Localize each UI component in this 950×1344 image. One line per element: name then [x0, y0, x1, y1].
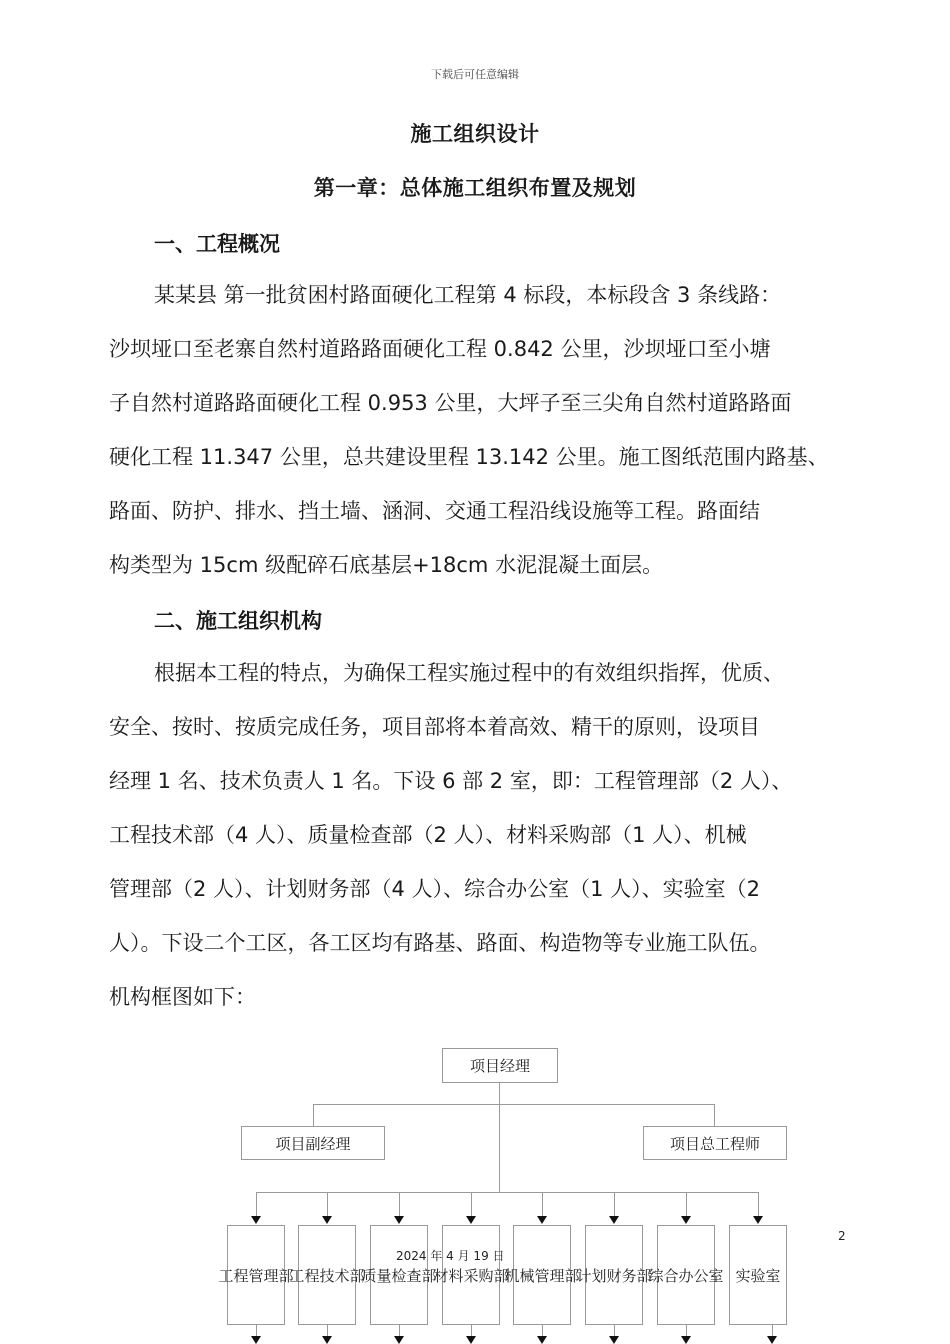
connector-line	[686, 1325, 687, 1336]
connector-line	[256, 1325, 257, 1336]
paragraph-line: 机构框图如下：	[109, 985, 256, 1009]
org-box-department: 质量检查部	[370, 1225, 428, 1325]
org-box-department: 工程技术部	[298, 1225, 356, 1325]
header-note: 下载后可任意编辑	[431, 68, 519, 81]
section-organization-paragraph	[109, 646, 849, 1024]
arrow-down-icon	[394, 1216, 404, 1224]
org-box-department: 工程管理部	[227, 1225, 285, 1325]
connector-line	[313, 1104, 314, 1126]
org-box-department: 机械管理部	[513, 1225, 571, 1325]
paragraph-line: 根据本工程的特点，为确保工程实施过程中的有效组织指挥，优质、	[154, 661, 784, 685]
connector-line	[471, 1325, 472, 1336]
page-number: 2	[838, 1229, 846, 1243]
footer-date: 2024 年 4 月 19 日	[396, 1249, 505, 1263]
connector-line	[758, 1192, 759, 1216]
org-box-department: 计划财务部	[585, 1225, 643, 1325]
section-overview-paragraph	[109, 268, 849, 592]
connector-line	[542, 1325, 543, 1336]
arrow-down-icon	[322, 1336, 332, 1344]
connector-line	[471, 1192, 472, 1216]
connector-line	[256, 1192, 257, 1216]
connector-line	[499, 1104, 500, 1192]
arrow-down-icon	[394, 1336, 404, 1344]
connector-line	[772, 1325, 773, 1336]
paragraph-line: 管理部（2 人）、计划财务部（4 人）、综合办公室（1 人）、实验室（2	[109, 877, 760, 901]
arrow-down-icon	[753, 1216, 763, 1224]
arrow-down-icon	[322, 1216, 332, 1224]
connector-line	[327, 1192, 328, 1216]
paragraph-line: 安全、按时、按质完成任务，项目部将本着高效、精干的原则，设项目	[109, 715, 760, 739]
arrow-down-icon	[767, 1336, 777, 1344]
arrow-down-icon	[681, 1216, 691, 1224]
paragraph-line: 某某县 第一批贫困村路面硬化工程第 4 标段，本标段含 3 条线路：	[154, 283, 782, 307]
arrow-down-icon	[466, 1336, 476, 1344]
connector-line	[714, 1104, 715, 1126]
connector-line	[313, 1104, 715, 1105]
paragraph-line: 子自然村道路路面硬化工程 0.953 公里，大坪子至三尖角自然村道路路面	[109, 391, 792, 415]
arrow-down-icon	[609, 1216, 619, 1224]
connector-line	[614, 1325, 615, 1336]
chapter-title: 第一章：总体施工组织布置及规划	[313, 176, 637, 200]
arrow-down-icon	[251, 1336, 261, 1344]
org-box-chief-engineer: 项目总工程师	[643, 1126, 787, 1160]
paragraph-line: 人）。下设二个工区，各工区均有路基、路面、构造物等专业施工队伍。	[109, 931, 771, 955]
arrow-down-icon	[681, 1336, 691, 1344]
org-box-department: 材料采购部	[442, 1225, 500, 1325]
org-box-deputy-manager: 项目副经理	[241, 1126, 385, 1160]
connector-line	[327, 1325, 328, 1336]
paragraph-line: 构类型为 15cm 级配碎石底基层+18cm 水泥混凝土面层。	[109, 553, 664, 577]
document-title: 施工组织设计	[410, 122, 540, 146]
arrow-down-icon	[537, 1216, 547, 1224]
connector-line	[256, 1192, 759, 1193]
arrow-down-icon	[251, 1216, 261, 1224]
section-heading-overview: 一、工程概况	[154, 232, 280, 256]
org-box-project-manager: 项目经理	[442, 1048, 558, 1083]
paragraph-line: 经理 1 名、技术负责人 1 名。下设 6 部 2 室，即：工程管理部（2 人）、	[109, 769, 793, 793]
paragraph-line: 沙坝垭口至老寨自然村道路路面硬化工程 0.842 公里，沙坝垭口至小塘	[109, 337, 771, 361]
arrow-down-icon	[466, 1216, 476, 1224]
org-box-department: 综合办公室	[657, 1225, 715, 1325]
connector-line	[686, 1192, 687, 1216]
section-heading-organization: 二、施工组织机构	[154, 609, 322, 633]
arrow-down-icon	[537, 1336, 547, 1344]
paragraph-line: 工程技术部（4 人）、质量检查部（2 人）、材料采购部（1 人）、机械	[109, 823, 747, 847]
connector-line	[542, 1192, 543, 1216]
paragraph-line: 路面、防护、排水、挡土墙、涵洞、交通工程沿线设施等工程。路面结	[109, 499, 760, 523]
arrow-down-icon	[609, 1336, 619, 1344]
paragraph-line: 硬化工程 11.347 公里，总共建设里程 13.142 公里。施工图纸范围内路基、	[109, 445, 829, 469]
connector-line	[614, 1192, 615, 1216]
connector-line	[399, 1325, 400, 1336]
org-box-department: 实验室	[729, 1225, 787, 1325]
connector-line	[499, 1083, 500, 1104]
connector-line	[399, 1192, 400, 1216]
